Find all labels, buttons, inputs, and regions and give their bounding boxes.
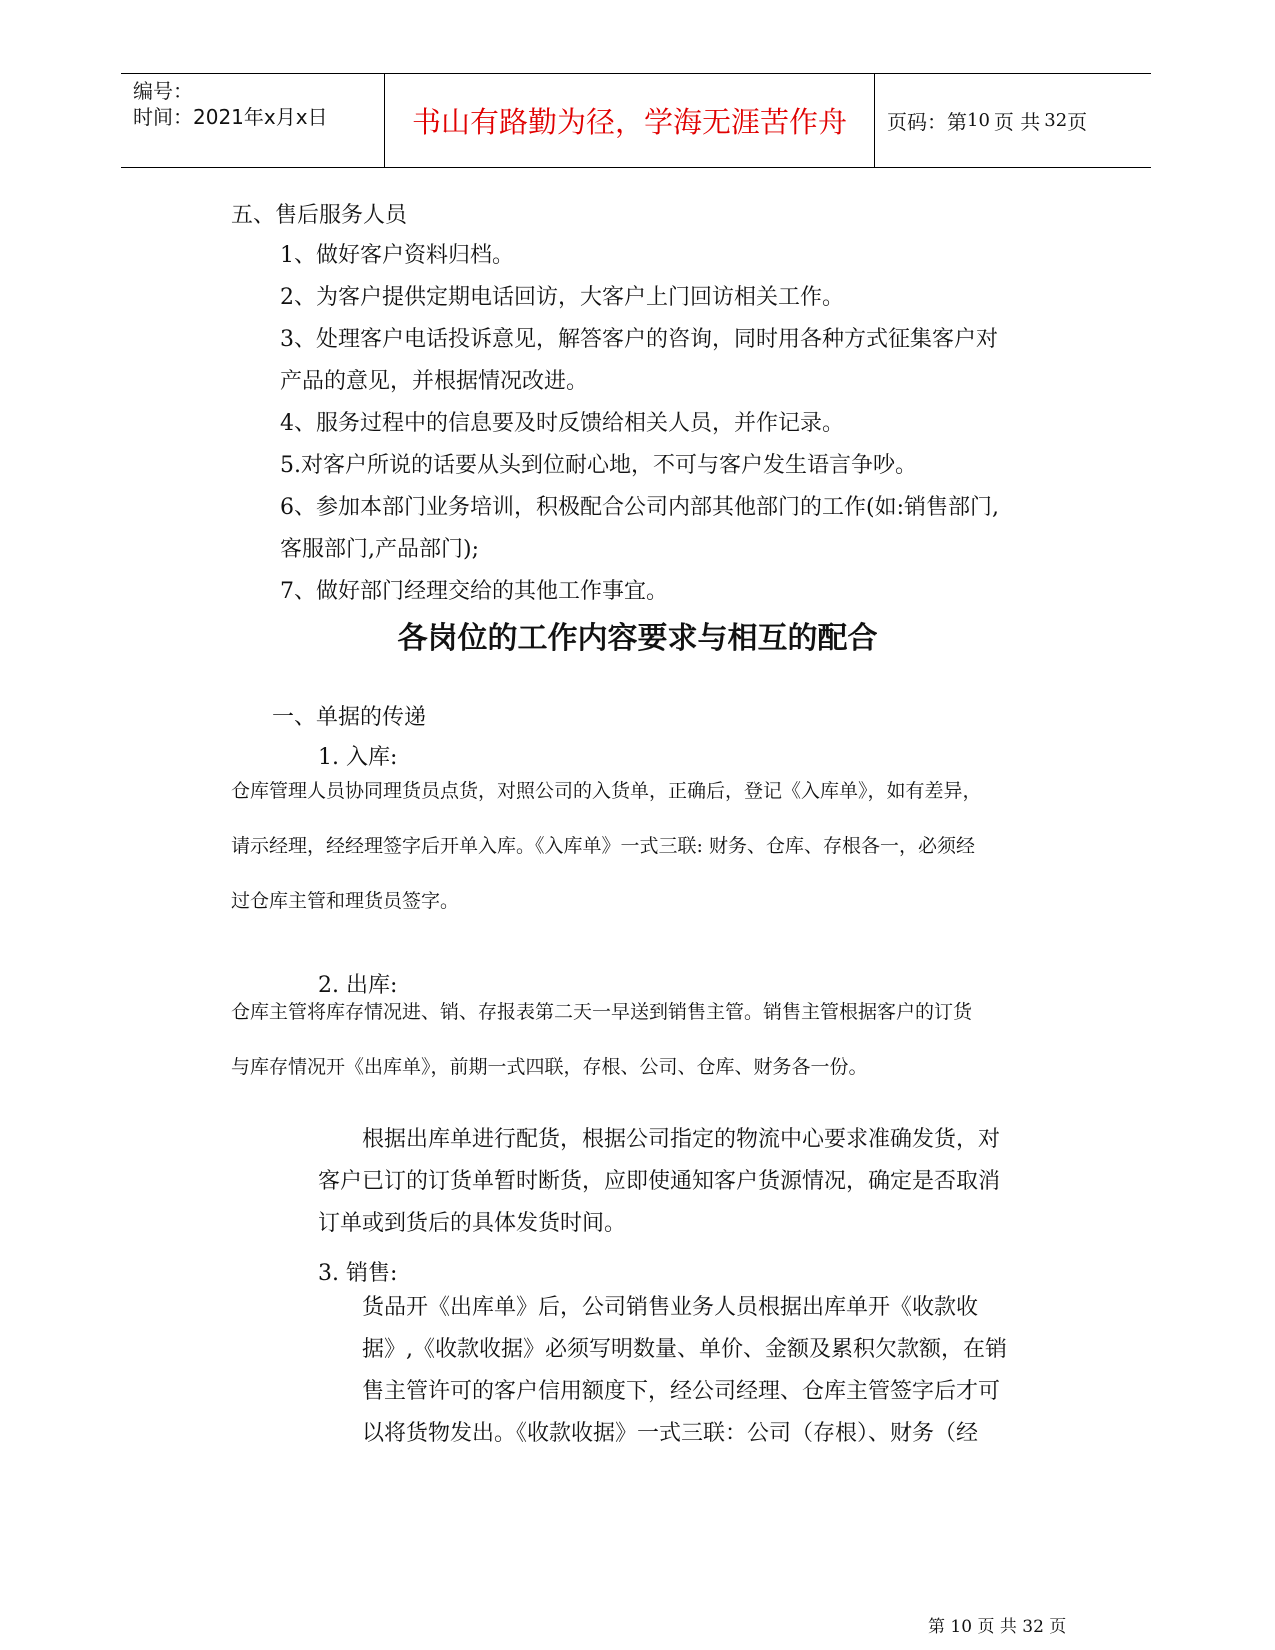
paragraph-line: 与库存情况开《出库单》，前期一式四联，存根、公司、仓库、财务各一份。 — [231, 1056, 868, 1078]
list-item: 客服部门,产品部门); — [280, 537, 479, 562]
paragraph-line: 售主管许可的客户信用额度下，经公司经理、仓库主管签字后才可 — [362, 1379, 1001, 1404]
page-header — [121, 73, 1151, 168]
page-mid: 页 共 — [993, 110, 1041, 134]
list-item: 7、做好部门经理交给的其他工作事宜。 — [280, 579, 668, 604]
list-item: 3、处理客户电话投诉意见，解答客户的咨询，同时用各种方式征集客户对 — [280, 327, 998, 352]
paragraph-line: 客户已订的订货单暂时断货，应即使通知客户货源情况，确定是否取消 — [318, 1169, 1001, 1194]
header-motto: 书山有路勤为径，学海无涯苦作舟 — [384, 74, 875, 167]
section-heading-documents: 一、单据的传递 — [272, 705, 427, 730]
document-title: 各岗位的工作内容要求与相互的配合 — [397, 621, 878, 656]
page-prefix: 页码：第 — [887, 110, 967, 134]
section-heading-after-sales: 五、售后服务人员 — [231, 203, 408, 228]
paragraph-line: 以将货物发出。《收款收据》一式三联：公司（存根）、财务（经 — [362, 1421, 979, 1446]
list-item: 产品的意见，并根据情况改进。 — [280, 369, 589, 394]
list-item: 2、为客户提供定期电话回访，大客户上门回访相关工作。 — [280, 285, 844, 310]
document-number-label: 编号： — [133, 79, 193, 103]
document-time: 时间：2021年x月x日 — [133, 105, 328, 129]
subsection-sales-label: 3. 销售: — [318, 1261, 398, 1286]
list-item: 6、参加本部门业务培训，积极配合公司内部其他部门的工作(如:销售部门, — [280, 495, 999, 520]
subsection-outbound-label: 2. 出库: — [318, 973, 398, 998]
page-footer: 第 10 页 共 32 页 — [928, 1617, 1067, 1637]
list-item: 4、服务过程中的信息要及时反馈给相关人员，并作记录。 — [280, 411, 844, 436]
page-suffix: 页 — [1067, 110, 1088, 134]
list-item: 5.对客户所说的话要从头到位耐心地，不可与客户发生语言争吵。 — [280, 453, 917, 478]
paragraph-line: 仓库主管将库存情况进、销、存报表第二天一早送到销售主管。销售主管根据客户的订货 — [231, 1001, 973, 1023]
paragraph-line: 货品开《出库单》后，公司销售业务人员根据出库单开《收款收 — [362, 1295, 979, 1320]
paragraph-line: 根据出库单进行配货，根据公司指定的物流中心要求准确发货，对 — [362, 1127, 1001, 1152]
paragraph-line: 订单或到货后的具体发货时间。 — [318, 1211, 627, 1236]
paragraph-line: 请示经理，经经理签字后开单入库。《入库单》一式三联: 财务、仓库、存根各一，必须经 — [231, 835, 975, 857]
header-page-number — [875, 74, 1151, 167]
paragraph-line: 仓库管理人员协同理货员点货，对照公司的入货单，正确后，登记《入库单》，如有差异， — [231, 780, 982, 802]
header-meta — [121, 74, 384, 167]
paragraph-line: 据》,《收款收据》必须写明数量、单价、金额及累积欠款额，在销 — [362, 1337, 1007, 1362]
subsection-inbound-label: 1. 入库: — [318, 745, 398, 770]
page-total: 32 — [1044, 110, 1068, 131]
paragraph-line: 过仓库主管和理货员签字。 — [231, 890, 460, 912]
list-item: 1、做好客户资料归档。 — [280, 243, 514, 268]
page-current: 10 — [967, 110, 990, 131]
